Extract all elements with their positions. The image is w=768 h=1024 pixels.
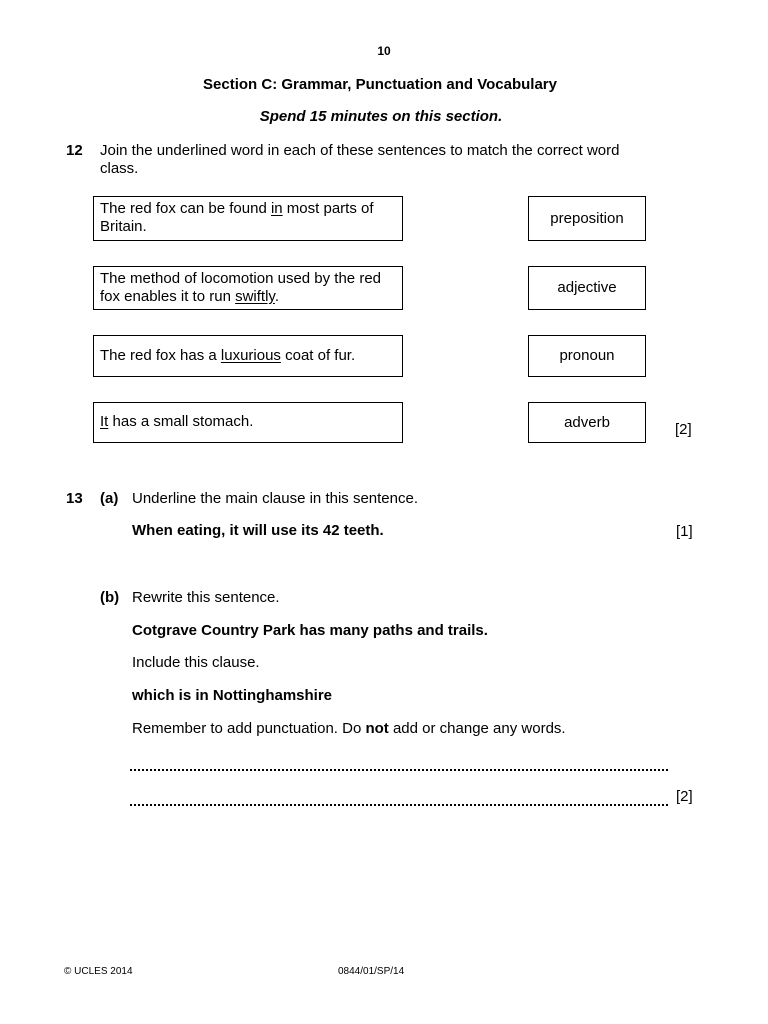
part-b-instruction: Rewrite this sentence. [132, 589, 280, 606]
question-12-marks: [2] [675, 421, 692, 438]
part-b-label: (b) [100, 589, 120, 606]
word-class-3-label: pronoun [559, 347, 615, 364]
word-class-1-label: preposition [550, 209, 624, 227]
part-a-label: (a) [100, 490, 119, 507]
word-class-box-1[interactable] [528, 196, 646, 241]
sentence-1-underlined-word: in [270, 200, 283, 217]
question-12-instruction: Join the underlined word in each of these sentences to match the correct word class. [100, 142, 620, 177]
reminder-after: add or change any words. [388, 720, 566, 737]
part-b-clause: which is in Nottinghamshire [132, 687, 333, 704]
reminder-before: Remember to add punctuation. Do [132, 720, 366, 737]
footer-code: 0844/01/SP/14 [338, 966, 405, 977]
sentence-3-before: The red fox has a [100, 347, 221, 364]
word-class-box-4[interactable] [528, 402, 646, 443]
sentence-box-1[interactable] [93, 196, 403, 241]
section-title: Section C: Grammar, Punctuation and Vocabulary [203, 76, 557, 93]
part-b-sentence: Cotgrave Country Park has many paths and trails. [132, 622, 488, 639]
footer-copyright: © UCLES 2014 [64, 966, 133, 977]
sentence-2-before: The method of locomotion used by the red fox enables it to run [100, 270, 382, 305]
part-b-reminder [132, 720, 566, 738]
section-subtitle: Spend 15 minutes on this section. [259, 108, 503, 125]
sentence-2-underlined-word: swiftly [235, 288, 275, 305]
word-class-4-label: adverb [564, 413, 610, 431]
word-class-box-2[interactable] [528, 266, 646, 310]
reminder-not: not [365, 720, 389, 737]
answer-line-1[interactable] [130, 769, 668, 771]
sentence-2-after: . [274, 288, 279, 305]
word-class-2-label: adjective [557, 279, 617, 296]
question-13-number: 13 [66, 490, 83, 507]
sentence-3-after: coat of fur. [280, 347, 356, 364]
part-a-sentence[interactable]: When eating, it will use its 42 teeth. [132, 522, 384, 539]
part-a-marks: [1] [676, 523, 693, 540]
page-number: 10 [377, 44, 391, 58]
sentence-box-3[interactable] [93, 335, 403, 377]
sentence-box-4[interactable] [93, 402, 403, 443]
part-b-marks: [2] [676, 788, 693, 805]
part-a-instruction: Underline the main clause in this sentence. [132, 490, 418, 507]
sentence-4-underlined-word: It [100, 413, 109, 430]
sentence-1-before: The red fox can be found [100, 200, 271, 217]
question-12-number: 12 [66, 142, 83, 159]
word-class-box-3[interactable] [528, 335, 646, 377]
sentence-1-after: most parts of Britain. [100, 200, 374, 235]
answer-line-2[interactable] [130, 804, 668, 806]
sentence-box-2[interactable] [93, 266, 403, 310]
sentence-4-after: has a small stomach. [108, 413, 254, 430]
part-b-include-text: Include this clause. [132, 654, 260, 671]
sentence-3-underlined-word: luxurious [220, 347, 281, 364]
